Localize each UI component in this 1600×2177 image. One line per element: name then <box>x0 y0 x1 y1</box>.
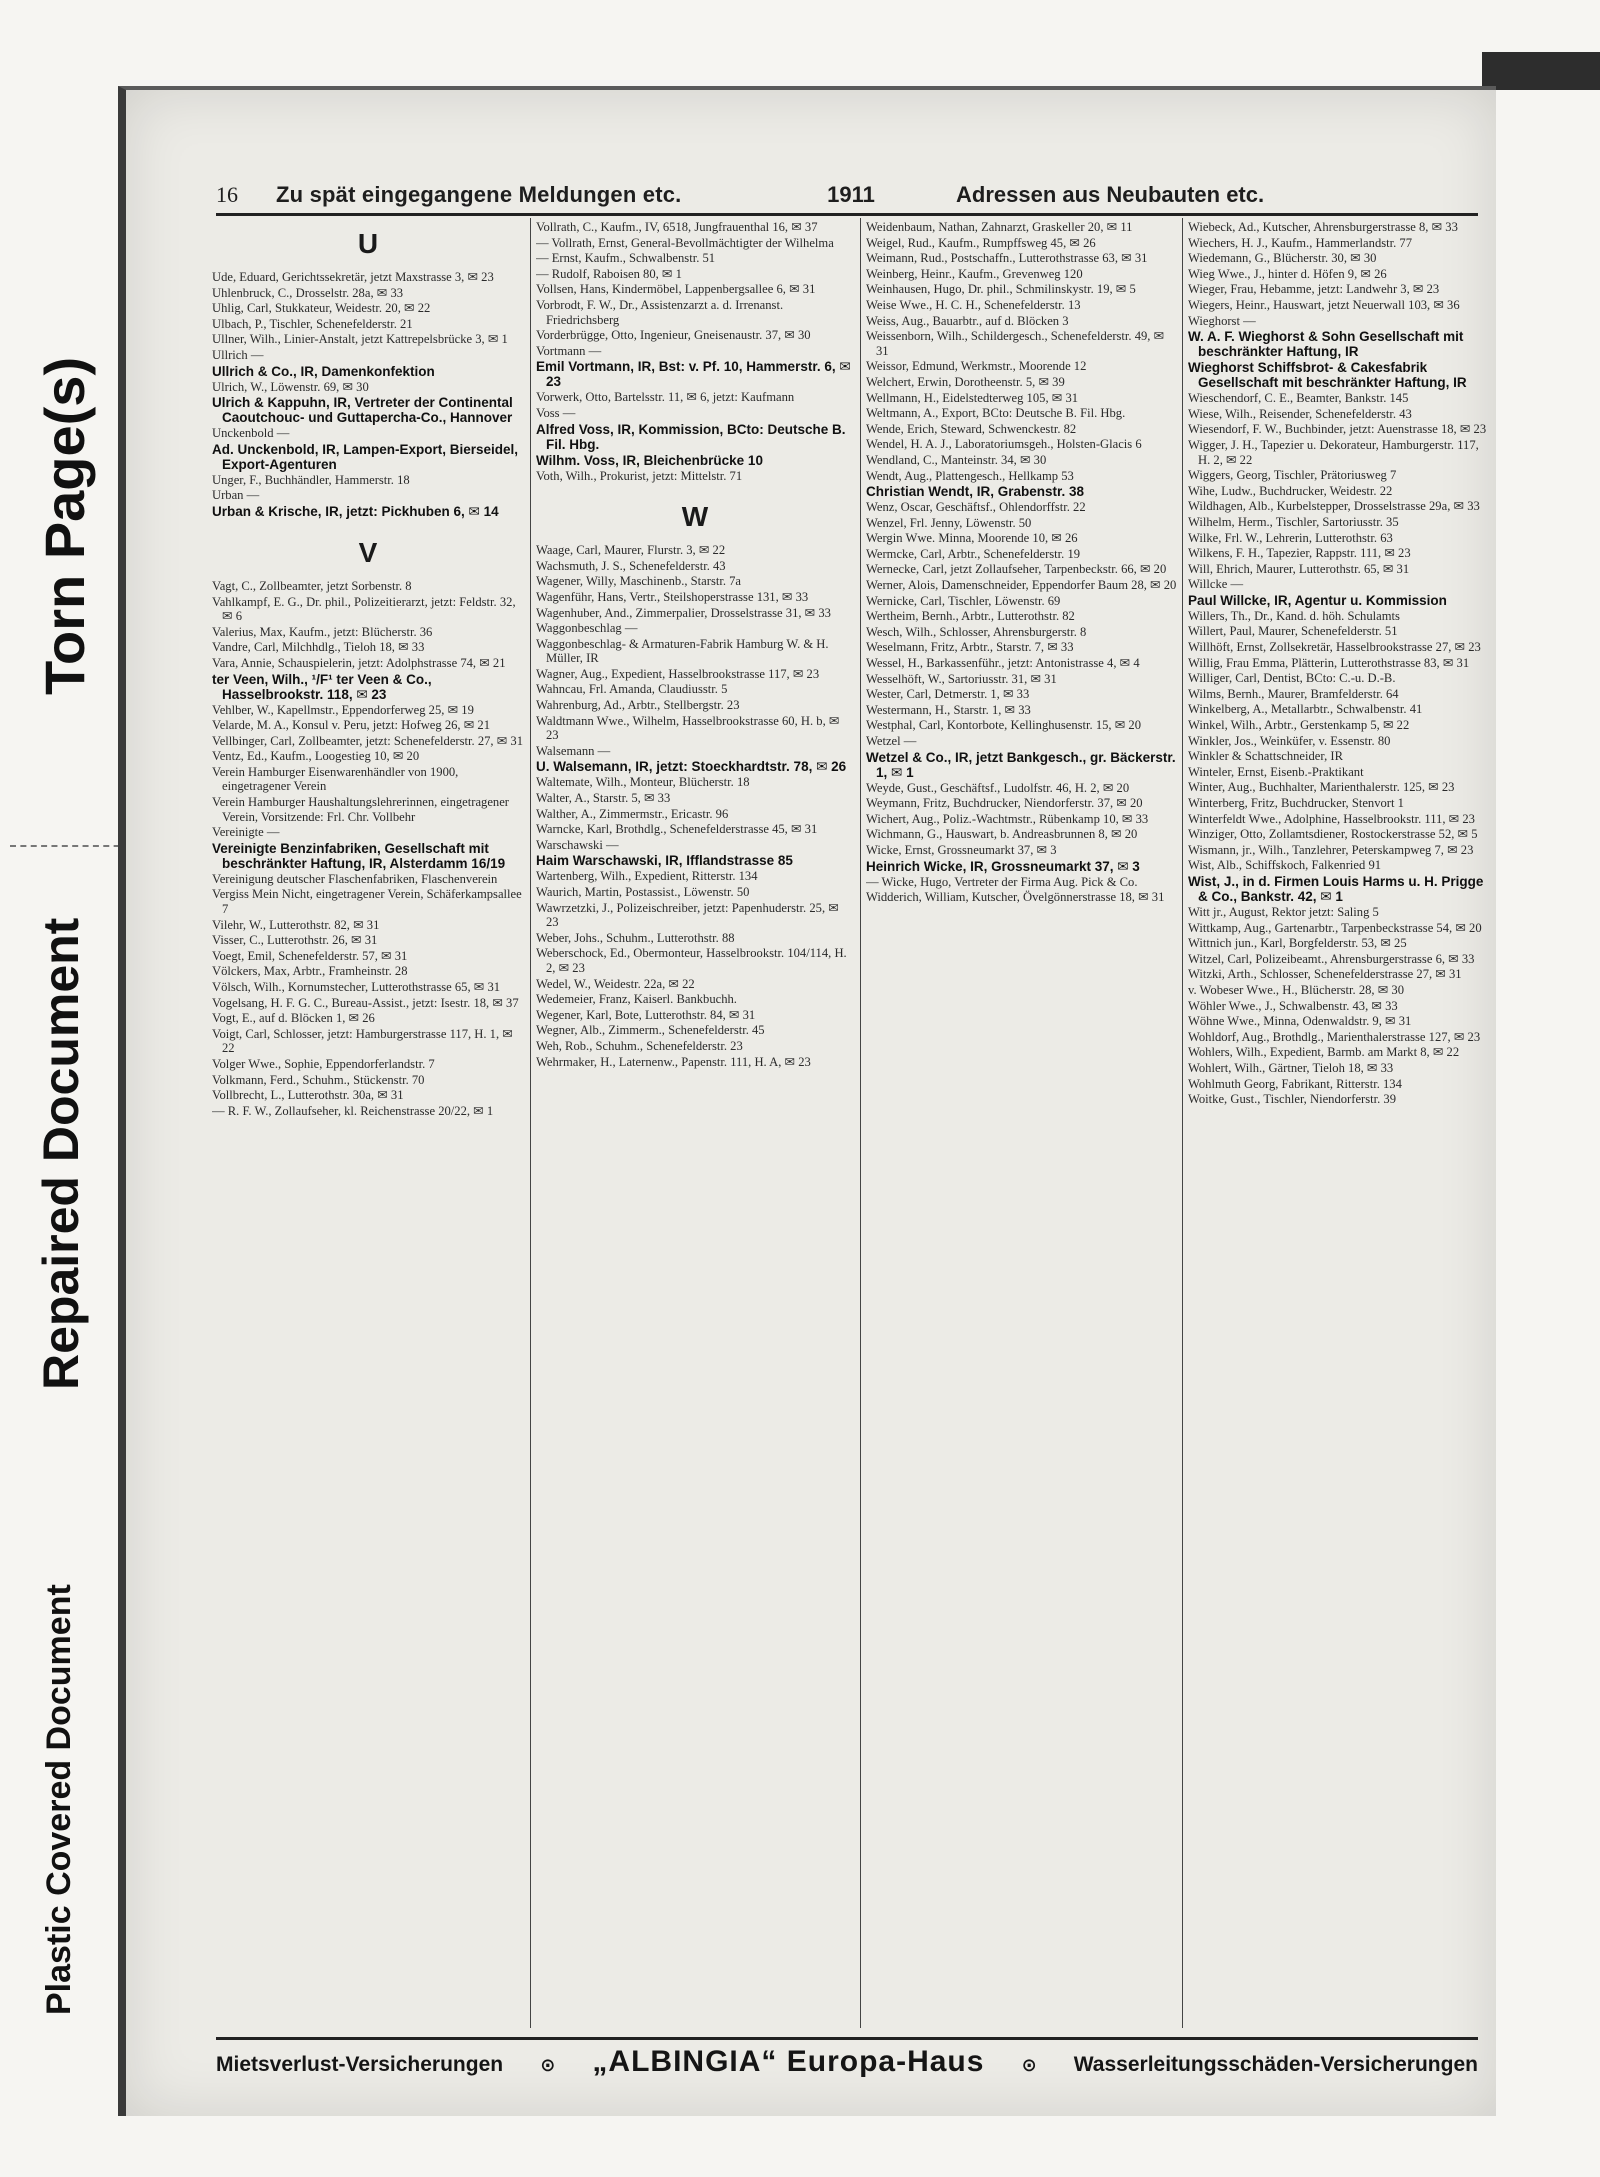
directory-entry: Völckers, Max, Arbtr., Framheinstr. 28 <box>212 964 408 979</box>
directory-entry: Uhlig, Carl, Stukkateur, Weidestr. 20, ✉ 22 <box>212 301 431 316</box>
directory-entry: Warncke, Karl, Brothdlg., Schenefelderstrasse 45, ✉ 31 <box>536 822 818 837</box>
directory-entry: Ventz, Ed., Kaufm., Loogestieg 10, ✉ 20 <box>212 749 420 764</box>
directory-entry: Unckenbold — <box>212 426 290 441</box>
v-continued-entries-list <box>536 220 854 483</box>
directory-entry: Vahlkampf, E. G., Dr. phil., Polizeitierarzt, jetzt: Feldstr. 32, ✉ 6 <box>212 594 516 624</box>
directory-entry: Waggonbeschlag — <box>536 621 638 636</box>
directory-entry: Wendel, H. A. J., Laboratoriumsgeh., Holsten-Glacis 6 <box>866 437 1142 452</box>
directory-entry: Wohlers, Wilh., Expedient, Barmb. am Markt 8, ✉ 22 <box>1188 1045 1460 1060</box>
directory-entry: Wahrenburg, Ad., Arbtr., Stellbergstr. 23 <box>536 698 740 713</box>
directory-entry: Waldtmann Wwe., Wilhelm, Hasselbrookstrasse 60, H. b, ✉ 23 <box>536 713 840 743</box>
repaired-document-stamp: Repaired Document <box>33 917 89 1390</box>
directory-entry: Weinhausen, Hugo, Dr. phil., Schmilinskystr. 19, ✉ 5 <box>866 282 1136 297</box>
directory-entry: Walter, A., Starstr. 5, ✉ 33 <box>536 791 671 806</box>
directory-entry: Welchert, Erwin, Dorotheenstr. 5, ✉ 39 <box>866 374 1065 389</box>
directory-entry: Witzel, Carl, Polizeibeamt., Ahrensburgerstrasse 6, ✉ 33 <box>1188 951 1475 966</box>
directory-entry: Weise Wwe., H. C. H., Schenefelderstr. 13 <box>866 297 1081 312</box>
directory-entry: Wagener, Willy, Maschinenb., Starstr. 7a <box>536 574 742 589</box>
directory-entry: Paul Willcke, IR, Agentur u. Kommission <box>1188 592 1447 608</box>
directory-entry: Werner, Alois, Damenschneider, Eppendorfer Baum 28, ✉ 20 <box>866 578 1177 593</box>
directory-entry: Weinberg, Heinr., Kaufm., Grevenweg 120 <box>866 266 1083 281</box>
directory-entry: Wicke, Ernst, Grossneumarkt 37, ✉ 3 <box>866 842 1057 857</box>
section-letter-w: W <box>681 501 709 533</box>
directory-entry: Willert, Paul, Maurer, Schenefelderstr. 51 <box>1188 624 1398 639</box>
directory-entry: Wehrmaker, H., Laternenw., Papenstr. 111, H. A, ✉ 23 <box>536 1054 811 1069</box>
directory-entry: — Ernst, Kaufm., Schwalbenstr. 51 <box>536 251 716 266</box>
directory-entry: Weigel, Rud., Kaufm., Rumpffsweg 45, ✉ 26 <box>866 235 1096 250</box>
directory-entry: Winkler & Schattschneider, IR <box>1188 749 1343 764</box>
directory-entry: Walsemann — <box>536 743 611 758</box>
directory-entry: Weh, Rob., Schuhm., Schenefelderstr. 23 <box>536 1038 743 1053</box>
directory-entry: Voth, Wilh., Prokurist, jetzt: Mittelstr. 71 <box>536 468 743 483</box>
directory-entry: v. Wobeser Wwe., H., Blücherstr. 28, ✉ 30 <box>1188 982 1405 997</box>
directory-entry: Volger Wwe., Sophie, Eppendorferlandstr. 7 <box>212 1056 435 1071</box>
directory-entry: Vollrath, C., Kaufm., IV, 6518, Jungfrauenthal 16, ✉ 37 <box>536 220 818 234</box>
directory-entry: Weiss, Aug., Bauarbtr., auf d. Blöcken 3 <box>866 313 1069 328</box>
directory-entry: Wergin Wwe. Minna, Moorende 10, ✉ 26 <box>866 531 1078 546</box>
directory-entry: Weidenbaum, Nathan, Zahnarzt, Graskeller 20, ✉ 11 <box>866 220 1133 234</box>
directory-entry: Witt jr., August, Rektor jetzt: Saling 5 <box>1188 904 1379 919</box>
directory-entry: Wernicke, Carl, Tischler, Löwenstr. 69 <box>866 593 1061 608</box>
directory-entry: Wester, Carl, Detmerstr. 1, ✉ 33 <box>866 687 1030 702</box>
directory-entry: Unger, F., Buchhändler, Hammerstr. 18 <box>212 472 410 487</box>
directory-entry: Ad. Unckenbold, IR, Lampen-Export, Bierseidel, Export-Agenturen <box>212 441 519 472</box>
directory-entry: Wedemeier, Franz, Kaiserl. Bankbuchh. <box>536 992 737 1007</box>
directory-entry: Vollbrecht, L., Lutterothstr. 30a, ✉ 31 <box>212 1088 404 1103</box>
directory-entry: Völsch, Wilh., Kornumstecher, Lutterothstrasse 65, ✉ 31 <box>212 980 501 994</box>
directory-entry: Weimann, Rud., Postschaffn., Lutterothstrasse 63, ✉ 31 <box>866 251 1148 266</box>
directory-entry: Wessel, H., Barkassenführ., jetzt: Antonistrasse 4, ✉ 4 <box>866 656 1140 671</box>
directory-entry: Vortmann — <box>536 343 602 358</box>
directory-entry: Winziger, Otto, Zollamtsdiener, Rostockerstrasse 52, ✉ 5 <box>1188 827 1478 842</box>
directory-entry: Wigger, J. H., Tapezier u. Dekorateur, Hamburgerstr. 117, H. 2, ✉ 22 <box>1188 437 1479 467</box>
directory-entry: Wartenberg, Wilh., Expedient, Ritterstr. 134 <box>536 869 758 884</box>
directory-entry: Vereinigte Benzinfabriken, Gesellschaft mit beschränkter Haftung, IR, Alsterdamm 16/19 <box>212 840 506 871</box>
directory-entry: Wendland, C., Manteinstr. 34, ✉ 30 <box>866 452 1047 467</box>
directory-entry: Will, Ehrich, Maurer, Lutterothstr. 65, ✉ 31 <box>1188 561 1410 576</box>
directory-entry: Wagenhuber, And., Zimmerpalier, Drosselstrasse 31, ✉ 33 <box>536 605 831 620</box>
directory-entry: Waurich, Martin, Postassist., Löwenstr. 50 <box>536 885 750 899</box>
page-header <box>216 182 1471 206</box>
directory-entry: Weissenborn, Wilh., Schildergesch., Schenefelderstr. 49, ✉ 31 <box>866 329 1165 358</box>
directory-entry: ter Veen, Wilh., ¹/F¹ ter Veen & Co., Hasselbrookstr. 118, ✉ 23 <box>212 671 432 702</box>
directory-entry: Wagenführ, Hans, Vertr., Steilshoperstrasse 131, ✉ 33 <box>536 589 809 604</box>
directory-entry: Wachsmuth, J. S., Schenefelderstr. 43 <box>536 558 726 573</box>
header-title-left: Zu spät eingegangene Meldungen etc. <box>276 182 682 207</box>
directory-entry: Winkel, Wilh., Arbtr., Gerstenkamp 5, ✉ 22 <box>1188 718 1410 733</box>
directory-entry: Wiese, Wilh., Reisender, Schenefelderstr. 43 <box>1188 406 1412 421</box>
footer-left-text: Mietsverlust-Versicherungen <box>216 2053 504 2076</box>
directory-entry: Willcke — <box>1188 577 1244 592</box>
directory-entry: Winkelberg, A., Metallarbtr., Schwalbenstr. 41 <box>1188 702 1423 717</box>
directory-entry: Weyde, Gust., Geschäftsf., Ludolfstr. 46, H. 2, ✉ 20 <box>866 780 1130 795</box>
directory-entry: Vereinigte — <box>212 825 280 840</box>
section-letter-v: V <box>358 536 378 568</box>
header-year: 1911 <box>827 182 875 207</box>
directory-entry: Wichmann, G., Hauswart, b. Andreasbrunnen 8, ✉ 20 <box>866 827 1138 842</box>
directory-entry: Willhöft, Ernst, Zollsekretär, Hasselbrookstrasse 27, ✉ 23 <box>1188 640 1481 655</box>
directory-entry: Uhlenbruck, C., Drosselstr. 28a, ✉ 33 <box>212 285 404 300</box>
directory-entry: Urban & Krische, IR, jetzt: Pickhuben 6, ✉ 14 <box>212 503 499 519</box>
directory-entry: Ulrich & Kappuhn, IR, Vertreter der Continental Caoutchouc- und Guttapercha-Co., Hannover <box>212 395 513 426</box>
directory-entry: Wawrzetzki, J., Polizeischreiber, jetzt: Papenhuderstr. 25, ✉ 23 <box>536 900 839 930</box>
column-4 <box>1188 220 1488 2035</box>
footer-separator: ⊙ <box>1021 2055 1037 2075</box>
directory-entry: Wellmann, H., Eidelstedterweg 105, ✉ 31 <box>866 390 1079 405</box>
directory-entry: Volkmann, Ferd., Schuhm., Stückenstr. 70 <box>212 1072 425 1087</box>
directory-entry: Woitke, Gust., Tischler, Niendorferstr. 39 <box>1188 1092 1397 1107</box>
footer-advertisement <box>216 2045 1478 2079</box>
column-divider <box>860 218 861 2028</box>
footer-rule <box>216 2037 1478 2040</box>
w-entries-list-col4 <box>1188 220 1488 1107</box>
directory-entry: Vorbrodt, F. W., Dr., Assistenzarzt a. d. Irrenanst. Friedrichsberg <box>536 297 784 327</box>
directory-entry: Wiesendorf, F. W., Buchbinder, jetzt: Auenstrasse 18, ✉ 23 <box>1188 422 1487 437</box>
directory-entry: Weber, Johs., Schuhm., Lutterothstr. 88 <box>536 930 735 945</box>
directory-entry: Wendt, Aug., Plattengesch., Hellkamp 53 <box>866 468 1074 483</box>
directory-entry: Voegt, Emil, Schenefelderstr. 57, ✉ 31 <box>212 948 408 963</box>
directory-entry: Vagt, C., Zollbeamter, jetzt Sorbenstr. 8 <box>212 578 412 593</box>
directory-entry: Wilkens, F. H., Tapezier, Rappstr. 111, ✉ 23 <box>1188 546 1411 561</box>
footer-middle-text: „ALBINGIA“ Europa-Haus <box>592 2045 985 2078</box>
directory-entry: — R. F. W., Zollaufseher, kl. Reichenstrasse 20/22, ✉ 1 <box>212 1103 494 1118</box>
directory-entry: Wiechers, H. J., Kaufm., Hammerlandstr. 77 <box>1188 235 1413 250</box>
torn-pages-stamp: Torn Page(s) <box>33 356 96 695</box>
scanned-page <box>118 86 1496 2116</box>
directory-entry: Vogelsang, H. F. G. C., Bureau-Assist., jetzt: Isestr. 18, ✉ 37 <box>212 995 519 1010</box>
directory-entry: Heinrich Wicke, IR, Grossneumarkt 37, ✉ 3 <box>866 858 1140 874</box>
directory-entry: Verein Hamburger Eisenwarenhändler von 1900, eingetragener Verein <box>212 764 459 794</box>
header-rule <box>216 213 1478 216</box>
directory-entry: Weberschock, Ed., Obermonteur, Hasselbrookstr. 104/114, H. 2, ✉ 23 <box>536 946 847 975</box>
directory-entry: Weltmann, A., Export, BCto: Deutsche B. Fil. Hbg. <box>866 406 1126 421</box>
directory-entry: Vorwerk, Otto, Bartelsstr. 11, ✉ 6, jetzt: Kaufmann <box>536 390 795 405</box>
directory-entry: Westphal, Carl, Kontorbote, Kellinghusenstr. 15, ✉ 20 <box>866 718 1142 733</box>
footer-separator: ⊙ <box>540 2055 556 2075</box>
directory-entry: Willig, Frau Emma, Plätterin, Lutterothstrasse 83, ✉ 31 <box>1188 655 1470 670</box>
directory-entry: Weissor, Edmund, Werkmstr., Moorende 12 <box>866 359 1087 374</box>
directory-entry: — Vollrath, Ernst, General-Bevollmächtigter der Wilhelma <box>536 235 834 250</box>
directory-entry: Wenz, Oscar, Geschäftsf., Ohlendorffstr. 22 <box>866 500 1086 515</box>
directory-entry: Visser, C., Lutterothstr. 26, ✉ 31 <box>212 933 378 948</box>
directory-entry: Vilehr, W., Lutterothstr. 82, ✉ 31 <box>212 917 380 932</box>
directory-entry: Wetzel — <box>866 734 917 748</box>
directory-entry: Wetzel & Co., IR, jetzt Bankgesch., gr. Bäckerstr. 1, ✉ 1 <box>866 749 1176 780</box>
margin-divider <box>10 845 130 847</box>
directory-entry: Wilms, Bernh., Maurer, Bramfelderstr. 64 <box>1188 686 1399 701</box>
directory-entry: Widderich, William, Kutscher, Övelgönnerstrasse 18, ✉ 31 <box>866 890 1165 905</box>
column-1 <box>212 220 524 2035</box>
directory-entry: Wohlert, Wilh., Gärtner, Tieloh 18, ✉ 33 <box>1188 1060 1394 1075</box>
directory-entry: Willers, Th., Dr., Kand. d. höh. Schulamts <box>1188 608 1400 623</box>
directory-entry: Wichert, Aug., Poliz.-Wachtmstr., Rübenkamp 10, ✉ 33 <box>866 811 1149 826</box>
directory-entry: Vehlber, W., Kapellmstr., Eppendorferweg 25, ✉ 19 <box>212 702 474 717</box>
directory-entry: Wihe, Ludw., Buchdrucker, Weidestr. 22 <box>1188 483 1393 498</box>
directory-entry: Wieg Wwe., J., hinter d. Höfen 9, ✉ 26 <box>1188 266 1387 281</box>
column-2 <box>536 220 854 2035</box>
directory-entry: Vergiss Mein Nicht, eingetragener Verein, Schäferkampsallee 7 <box>212 887 522 917</box>
directory-entry: Wieschendorf, C. E., Beamter, Bankstr. 145 <box>1188 391 1409 406</box>
directory-entry: — Rudolf, Raboisen 80, ✉ 1 <box>536 266 682 281</box>
directory-entry: Voss — <box>536 405 576 420</box>
directory-entry: Wernecke, Carl, jetzt Zollaufseher, Tarpenbeckstr. 66, ✉ 20 <box>866 562 1167 577</box>
directory-entry: Ulbach, P., Tischler, Schenefelderstr. 21 <box>212 316 413 331</box>
directory-entry: Wöhler Wwe., J., Schwalbenstr. 43, ✉ 33 <box>1188 998 1398 1013</box>
directory-entry: Winteler, Ernst, Eisenb.-Praktikant <box>1188 764 1364 779</box>
column-divider <box>1182 218 1183 2028</box>
directory-entry: W. A. F. Wieghorst & Sohn Gesellschaft mit beschränkter Haftung, IR <box>1188 329 1464 360</box>
directory-entry: Wesselhöft, W., Sartoriusstr. 31, ✉ 31 <box>866 671 1057 686</box>
directory-entry: Wist, Alb., Schiffskoch, Falkenried 91 <box>1188 858 1382 873</box>
directory-entry: Ullrich & Co., IR, Damenkonfektion <box>212 363 435 379</box>
u-entries-list <box>212 270 524 519</box>
scan-edge-block <box>1482 52 1600 90</box>
directory-entry: Velarde, M. A., Konsul v. Peru, jetzt: Hofweg 26, ✉ 21 <box>212 718 491 733</box>
directory-entry: Wiggers, Georg, Tischler, Prätoriusweg 7 <box>1188 468 1397 483</box>
w-entries-list <box>536 543 854 1069</box>
directory-entry: Vandre, Carl, Milchhdlg., Tieloh 18, ✉ 33 <box>212 640 425 655</box>
directory-entry: Vollsen, Hans, Kindermöbel, Lappenbergsallee 6, ✉ 31 <box>536 282 816 297</box>
column-divider <box>530 218 531 2028</box>
directory-entry: Winterfeldt Wwe., Adolphine, Hasselbrookstr. 111, ✉ 23 <box>1188 811 1475 826</box>
directory-entry: Wismann, jr., Wilh., Tanzlehrer, Peterskampweg 7, ✉ 23 <box>1188 842 1474 857</box>
directory-entry: Wesch, Wilh., Schlosser, Ahrensburgerstr. 8 <box>866 624 1087 639</box>
directory-entry: Vogt, E., auf d. Blöcken 1, ✉ 26 <box>212 1011 375 1026</box>
directory-entry: Wende, Erich, Steward, Schwenckestr. 82 <box>866 421 1077 436</box>
directory-entry: Christian Wendt, IR, Grabenstr. 38 <box>866 484 1085 500</box>
directory-entry: Haim Warschawski, IR, Ifflandstrasse 85 <box>536 853 793 869</box>
directory-entry: Wilke, Frl. W., Lehrerin, Lutterothstr. 63 <box>1188 530 1393 545</box>
w-entries-list-col3 <box>866 220 1178 905</box>
column-3 <box>866 220 1178 2035</box>
directory-entry: Wiedemann, G., Blücherstr. 30, ✉ 30 <box>1188 251 1377 266</box>
directory-entry: Wittnich jun., Karl, Borgfelderstr. 53, ✉ 25 <box>1188 936 1407 951</box>
directory-entry: Ulrich, W., Löwenstr. 69, ✉ 30 <box>212 379 369 394</box>
directory-entry: Wenzel, Frl. Jenny, Löwenstr. 50 <box>866 515 1032 530</box>
directory-entry: Westermann, H., Starstr. 1, ✉ 33 <box>866 702 1031 717</box>
directory-entry: Wedel, W., Weidestr. 22a, ✉ 22 <box>536 976 695 991</box>
directory-entry: Wagner, Aug., Expedient, Hasselbrookstrasse 117, ✉ 23 <box>536 666 820 681</box>
directory-entry: Weselmann, Fritz, Arbtr., Starstr. 7, ✉ 33 <box>866 640 1074 655</box>
directory-entry: Wittkamp, Aug., Gartenarbtr., Tarpenbeckstrasse 54, ✉ 20 <box>1188 920 1482 935</box>
directory-entry: Waggonbeschlag- & Armaturen-Fabrik Hamburg W. & H. Müller, IR <box>536 636 829 666</box>
directory-entry: Walther, A., Zimmermstr., Ericastr. 96 <box>536 806 729 821</box>
directory-entry: Winter, Aug., Buchhalter, Marienthalerstr. 125, ✉ 23 <box>1188 780 1455 795</box>
directory-entry: Wermcke, Carl, Arbtr., Schenefelderstr. 19 <box>866 546 1081 561</box>
directory-entry: Vara, Annie, Schauspielerin, jetzt: Adolphstrasse 74, ✉ 21 <box>212 655 506 670</box>
directory-entry: Waage, Carl, Maurer, Flurstr. 3, ✉ 22 <box>536 543 726 558</box>
directory-entry: Emil Vortmann, IR, Bst: v. Pf. 10, Hammerstr. 6, ✉ 23 <box>536 359 851 390</box>
directory-entry: Wöhne Wwe., Minna, Odenwaldstr. 9, ✉ 31 <box>1188 1014 1412 1029</box>
directory-entry: Wiegers, Heinr., Hauswart, jetzt Neuerwall 103, ✉ 36 <box>1188 297 1460 312</box>
page-number: 16 <box>216 182 238 207</box>
directory-entry: Wieger, Frau, Hebamme, jetzt: Landwehr 3, ✉ 23 <box>1188 282 1440 297</box>
directory-entry: Alfred Voss, IR, Kommission, BCto: Deutsche B. Fil. Hbg. <box>536 421 846 452</box>
directory-entry: Wilhm. Voss, IR, Bleichenbrücke 10 <box>536 452 763 468</box>
directory-entry: Winterberg, Fritz, Buchdrucker, Stenvort 1 <box>1188 796 1404 810</box>
directory-entry: Witzki, Arth., Schlosser, Schenefelderstrasse 27, ✉ 31 <box>1188 967 1462 982</box>
directory-entry: Wildhagen, Alb., Kurbelstepper, Drosselstrasse 29a, ✉ 33 <box>1188 499 1480 514</box>
directory-entry: Vorderbrügge, Otto, Ingenieur, Gneisenaustr. 37, ✉ 30 <box>536 328 811 343</box>
directory-entry: Winkler, Jos., Weinküfer, v. Essenstr. 80 <box>1188 733 1391 748</box>
directory-entry: Valerius, Max, Kaufm., jetzt: Blücherstr. 36 <box>212 624 433 639</box>
directory-entry: — Wicke, Hugo, Vertreter der Firma Aug. Pick & Co. <box>866 874 1138 889</box>
directory-entry: Voigt, Carl, Schlosser, jetzt: Hamburgerstrasse 117, H. 1, ✉ 22 <box>212 1026 513 1056</box>
directory-entry: Ullner, Wilh., Linier-Anstalt, jetzt Kattrepelsbrücke 3, ✉ 1 <box>212 332 508 347</box>
directory-entry: Vereinigung deutscher Flaschenfabriken, Flaschenverein <box>212 871 498 886</box>
directory-entry: Vellbinger, Carl, Zollbeamter, jetzt: Schenefelderstr. 27, ✉ 31 <box>212 733 523 748</box>
directory-entry: Urban — <box>212 488 260 503</box>
directory-entry: Wegner, Alb., Zimmerm., Schenefelderstr. 45 <box>536 1023 765 1038</box>
directory-entry: Waltemate, Wilh., Monteur, Blücherstr. 18 <box>536 775 750 790</box>
directory-entry: Wist, J., in d. Firmen Louis Harms u. H. Prigge & Co., Bankstr. 42, ✉ 1 <box>1188 873 1484 904</box>
directory-entry: Wieghorst — <box>1188 313 1256 328</box>
directory-entry: Wertheim, Bernh., Arbtr., Lutterothstr. 82 <box>866 609 1075 624</box>
directory-entry: Wiebeck, Ad., Kutscher, Ahrensburgerstrasse 8, ✉ 33 <box>1188 220 1458 234</box>
directory-entry: Warschawski — <box>536 837 619 852</box>
directory-entry: Wilhelm, Herm., Tischler, Sartoriusstr. 35 <box>1188 514 1399 529</box>
header-title-right: Adressen aus Neubauten etc. <box>956 182 1265 207</box>
directory-entry: Weymann, Fritz, Buchdrucker, Niendorferstr. 37, ✉ 20 <box>866 796 1143 811</box>
directory-entry: Wahncau, Frl. Amanda, Claudiusstr. 5 <box>536 682 728 697</box>
footer-right-text: Wasserleitungsschäden-Versicherungen <box>1073 2053 1478 2076</box>
plastic-covered-stamp: Plastic Covered Document <box>40 1584 78 2015</box>
directory-entry: Verein Hamburger Haushaltungslehrerinnen, eingetragener Verein, Vorsitzende: Frl. Chr. Vollbehr <box>212 795 510 824</box>
directory-entry: Wohldorf, Aug., Brothdlg., Marienthalerstrasse 127, ✉ 23 <box>1188 1029 1481 1044</box>
v-entries-list <box>212 579 524 1118</box>
directory-entry: Wieghorst Schiffsbrot- & Cakesfabrik Gesellschaft mit beschränkter Haftung, IR <box>1188 360 1467 391</box>
directory-entry: Wegener, Karl, Bote, Lutterothstr. 84, ✉ 31 <box>536 1007 756 1022</box>
directory-entry: Ude, Eduard, Gerichtssekretär, jetzt Maxstrasse 3, ✉ 23 <box>212 270 494 284</box>
directory-entry: U. Walsemann, IR, jetzt: Stoeckhardtstr. 78, ✉ 26 <box>536 759 847 775</box>
directory-entry: Wohlmuth Georg, Fabrikant, Ritterstr. 134 <box>1188 1076 1402 1091</box>
section-letter-u: U <box>357 228 379 259</box>
directory-entry: Williger, Carl, Dentist, BCto: C.-u. D.-B. <box>1188 671 1396 686</box>
directory-entry: Ullrich — <box>212 347 264 362</box>
